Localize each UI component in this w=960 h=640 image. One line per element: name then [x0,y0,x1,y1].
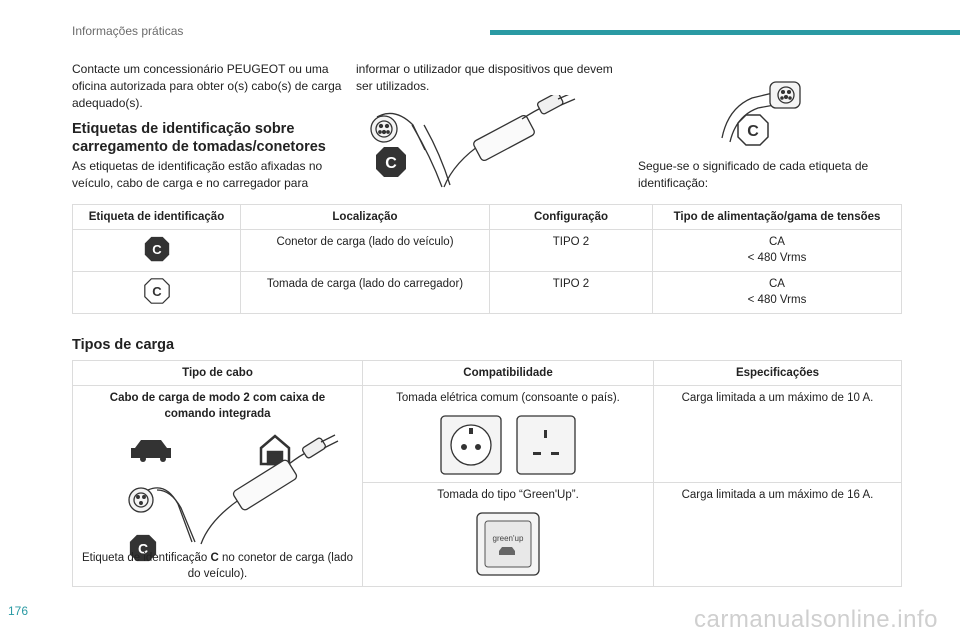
car-icon [131,440,171,462]
column-header: Configuração [490,205,653,230]
label-cell [73,230,241,272]
table-row [73,230,902,272]
location-cell: Conetor de carga (lado do veículo) [241,230,490,272]
column-header: Compatibilidade [363,361,654,386]
table-row [73,386,902,483]
c-badge-dark-icon [375,146,407,178]
c-badge-dark-icon [144,236,170,262]
cable-type-cell [73,386,363,587]
label-cell [73,272,241,314]
configuration-cell: TIPO 2 [490,272,653,314]
identification-labels-table [72,204,902,314]
uk-socket-icon [517,416,575,474]
meaning-paragraph: Segue-se o significado de cada etiqueta de identificação: [638,159,869,190]
greenup-socket-icon [475,511,541,577]
c-badge-letter: C [385,155,397,172]
power-type: CA [769,278,785,290]
location-cell: Tomada de carga (lado do carregador) [241,272,490,314]
column-header: Etiqueta de identificação [73,205,241,230]
specification-cell: Carga limitada a um máximo de 10 A. [654,386,902,483]
c-badge-letter: C [137,540,149,557]
column-header: Tipo de alimentação/gama de tensões [653,205,902,230]
column-header: Tipo de cabo [73,361,363,386]
power-type: CA [769,236,785,248]
compatibility-cell [363,386,654,483]
c-badge-letter: C [747,123,759,140]
column-header: Localização [241,205,490,230]
section-header: Informações práticas [72,24,184,38]
c-badge-letter: C [151,241,162,257]
c-badge-light-icon [737,114,769,146]
mode2-cable-illustration [93,428,343,548]
inform-paragraph: informar o utilizador que dispositivos que devem ser utilizados. [356,62,613,93]
french-socket-icon [441,416,501,474]
compatibility-text: Tomada do tipo “Green'Up”. [437,489,579,501]
cable-title: Cabo de carga de modo 2 com caixa de comando integrada [109,392,326,420]
household-sockets-illustration [433,414,583,478]
specification-cell: Carga limitada a um máximo de 16 A. [654,483,902,587]
compatibility-cell [363,483,654,587]
compatibility-text: Tomada elétrica comum (consoante o país). [396,392,620,404]
voltage-range: < 480 Vrms [747,294,807,306]
section-heading-charge-types: Tipos de carga [72,337,175,353]
table-header-row [73,205,902,230]
labels-paragraph: As etiquetas de identificação estão afixadas no veículo, cabo de carga e no carregador para [72,159,323,190]
c-badge-letter: C [151,283,162,299]
cable-caption: Etiqueta de identificação C no conetor de carga (lado do veículo). [81,552,354,580]
table-row [73,272,902,314]
column-header: Especificações [654,361,902,386]
power-cell [653,272,902,314]
header-accent-bar [490,30,960,35]
watermark: carmanualsonline.info [694,606,938,633]
greenup-label: green'up [492,534,524,543]
configuration-cell: TIPO 2 [490,230,653,272]
c-badge-light-icon [144,278,170,304]
table-header-row [73,361,902,386]
voltage-range: < 480 Vrms [747,252,807,264]
page-number: 176 [8,604,29,618]
intro-paragraph: Contacte um concessionário PEUGEOT ou uma oficina autorizada para obter o(s) cabo(s) de carga adequado(s). [72,62,342,110]
charge-types-table [72,360,902,587]
section-heading-labels: Etiquetas de identificação sobre carregamento de tomadas/conetores [72,121,326,155]
power-cell [653,230,902,272]
